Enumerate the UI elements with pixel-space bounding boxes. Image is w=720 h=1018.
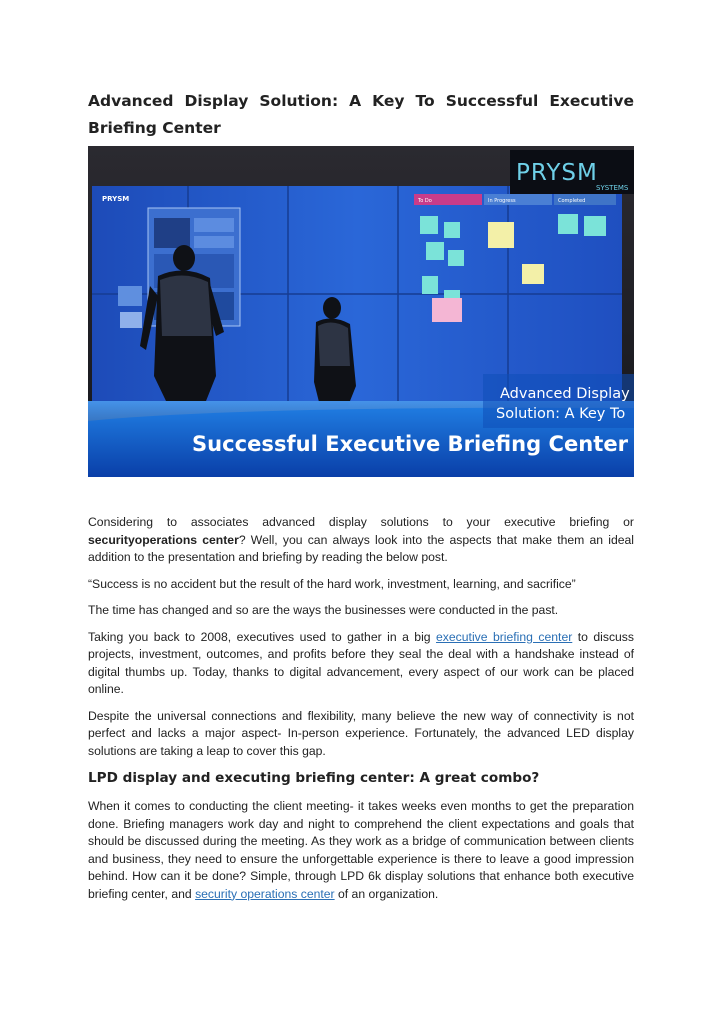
kanban-col-completed: Completed	[558, 198, 586, 204]
section-heading: LPD display and executing briefing center: A great combo?	[88, 770, 540, 786]
meeting-text-end: of an organization.	[334, 886, 439, 901]
hero-image	[88, 146, 634, 477]
wall-logo: PRYSM	[102, 195, 130, 203]
history-text-end: to discuss projects, investment, outcomes, and profits before they seal the deal with a handshake instead of digital thumbs up. Today, thanks to digital advancement, every aspect of our work can be placed online.	[88, 629, 634, 696]
security-operations-center-link[interactable]: security operations center	[195, 886, 335, 901]
article-body	[88, 514, 634, 912]
overlay-line1: Advanced Display	[500, 386, 630, 402]
meeting-text: When it comes to conducting the client meeting- it takes weeks even months to get the preparation done. Briefing managers work day and night to comprehend the client expectations and goals that should be discussed during the meeting. As they work as a bridge of communication between clients and business, they need to ensure the unforgettable experience is there to leave a good impression behind. How can it be done? Simple, through LPD 6k display solutions that enhance both executive briefing center, and	[88, 799, 634, 901]
paragraph-time: The time has changed and so are the ways the businesses were conducted in the past.	[88, 603, 559, 617]
intro-text-end: ? Well, you can always look into the aspects that make them an ideal addition to the presentation and briefing by reading the below post.	[88, 532, 634, 564]
brand-logo: PRYSM	[516, 160, 598, 186]
executive-briefing-center-link[interactable]: executive briefing center	[436, 629, 573, 644]
overlay-line2: Solution: A Key To	[496, 406, 626, 422]
paragraph-intro	[88, 514, 634, 567]
kanban-col-progress: In Progress	[488, 198, 516, 204]
paragraph-quote: “Success is no accident but the result of the hard work, investment, learning, and sacrifice”	[88, 576, 576, 591]
kanban-col-todo: To Do	[418, 198, 432, 204]
paragraph-connectivity: Despite the universal connections and flexibility, many believe the new way of connectivity is not perfect and lacks a major aspect- In-person experience. Fortunately, the advanced LED display solutions are taking a leap to cover this gap.	[88, 708, 634, 758]
brand-sub: SYSTEMS	[596, 184, 629, 192]
paragraph-meeting	[88, 798, 634, 903]
history-text: Taking you back to 2008, executives used to gather in a big	[88, 629, 437, 644]
intro-text: Considering to associates advanced display solutions to your executive briefing or	[88, 515, 634, 529]
overlay-line3: Successful Executive Briefing Center	[192, 432, 629, 456]
paragraph-history	[88, 629, 634, 699]
page-title: Advanced Display Solution: A Key To Successful Executive Briefing Center	[88, 92, 634, 137]
intro-bold-term: securityoperations center	[88, 532, 239, 547]
